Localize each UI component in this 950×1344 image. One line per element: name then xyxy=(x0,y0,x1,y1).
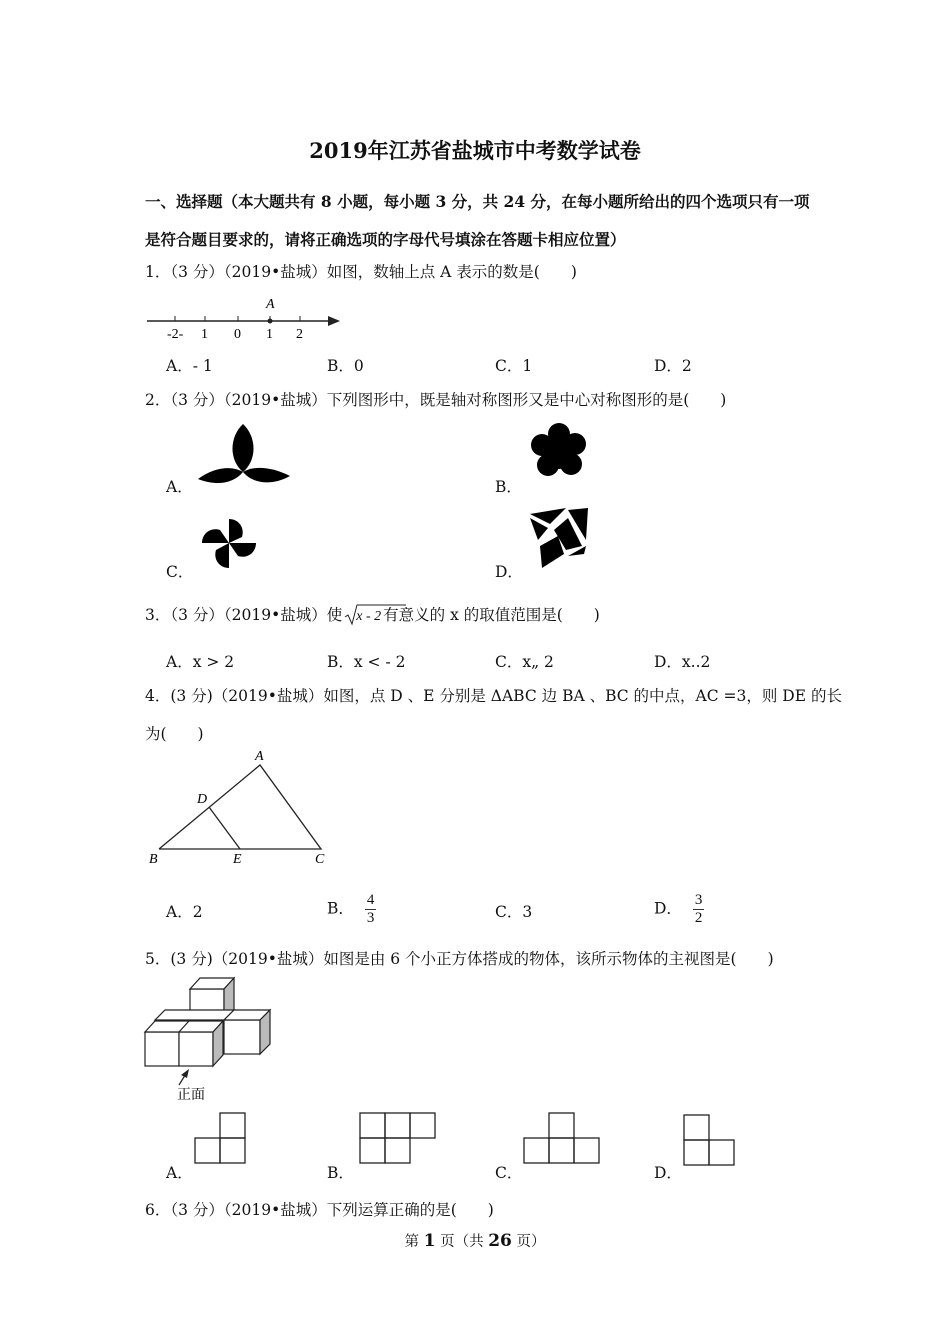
page-footer xyxy=(0,1230,950,1251)
q4-label-c: C xyxy=(315,852,325,867)
q2-option-c[interactable]: C． xyxy=(166,563,194,581)
q3-radicand: x - 2 xyxy=(356,609,382,624)
footer-page-number: 1 xyxy=(423,1231,436,1251)
q1-option-c[interactable]: C．1 xyxy=(495,357,533,375)
q4-option-b-fraction xyxy=(365,892,377,927)
q4-option-b-label: B． xyxy=(327,899,354,918)
page-title: 2019年江苏省盐城市中考数学试卷 xyxy=(309,138,641,163)
q4-label-b: B xyxy=(149,852,158,867)
q4-option-b[interactable] xyxy=(327,892,376,927)
q1-number-line xyxy=(145,292,345,342)
q5-option-b[interactable]: B． xyxy=(327,1164,354,1182)
q5-option-c-view xyxy=(523,1112,603,1166)
q1-stem: 1．（3 分）（2019•盐城）如图，数轴上点 A 表示的数是( ) xyxy=(145,263,577,281)
q3-radical-sign xyxy=(344,604,406,626)
q5-cube-figure xyxy=(143,975,278,1105)
q1-tick-label: -2- xyxy=(167,327,184,342)
q4-option-a[interactable]: A．2 xyxy=(166,903,203,921)
q4-label-e: E xyxy=(233,852,242,867)
q1-point-label: A xyxy=(266,297,275,312)
footer-pre: 第 xyxy=(404,1234,420,1250)
q5-option-b-view xyxy=(359,1112,439,1166)
q2-option-b[interactable]: B． xyxy=(495,478,522,496)
q3-option-b[interactable]: B．x < - 2 xyxy=(327,653,406,671)
q1-tick-label: 0 xyxy=(234,327,241,342)
q4-option-d-label: D． xyxy=(654,899,682,918)
q5-option-a[interactable]: A． xyxy=(166,1164,193,1182)
q2-stem: 2．（3 分）（2019•盐城）下列图形中，既是轴对称图形又是中心对称图形的是( ) xyxy=(145,391,727,409)
q4-option-b-num: 4 xyxy=(366,892,375,908)
q1-tick-label: 2 xyxy=(296,327,303,342)
q5-option-d[interactable]: D． xyxy=(654,1164,682,1182)
q3-stem xyxy=(145,603,600,625)
q4-label-d: D xyxy=(197,792,208,807)
footer-post: 页） xyxy=(516,1234,546,1250)
q1-tick-label: 1 xyxy=(266,327,273,342)
q4-option-c[interactable]: C．3 xyxy=(495,903,533,921)
q4-triangle-figure xyxy=(145,745,335,870)
q4-option-d[interactable] xyxy=(654,892,704,927)
q1-tick-label: 1 xyxy=(201,327,208,342)
q5-front-label: 正面 xyxy=(177,1087,205,1103)
q6-stem: 6．（3 分）（2019•盐城）下列运算正确的是( ) xyxy=(145,1201,494,1219)
q1-option-d[interactable]: D．2 xyxy=(654,357,692,375)
q3-stem-start: 3．（3 分）（2019•盐城）使 xyxy=(145,606,343,624)
q4-label-a: A xyxy=(255,749,264,764)
q2-figure-b-flower xyxy=(528,422,590,480)
q3-option-d[interactable]: D．x..2 xyxy=(654,653,711,671)
q5-stem: 5．(3 分)（2019•盐城）如图是由 6 个小正方体搭成的物体，该所示物体的主视图是( ) xyxy=(145,950,774,968)
q1-option-b[interactable]: B．0 xyxy=(327,357,364,375)
q5-option-c[interactable]: C． xyxy=(495,1164,523,1182)
footer-mid: 页（共 xyxy=(440,1234,484,1250)
q4-stem-line1: 4．(3 分)（2019•盐城）如图，点 D 、E 分别是 ΔABC 边 BA 、BC 的中点，AC =3，则 DE 的长 xyxy=(145,687,842,705)
q1-option-a[interactable]: A．- 1 xyxy=(166,357,213,375)
q2-figure-c-pinwheel xyxy=(198,517,260,569)
q2-option-d[interactable]: D． xyxy=(495,563,523,581)
q3-radical xyxy=(344,606,381,625)
q5-option-d-view xyxy=(683,1114,737,1168)
q4-option-d-num: 3 xyxy=(694,892,703,908)
q3-option-a[interactable]: A．x > 2 xyxy=(166,653,235,671)
q4-option-d-fraction xyxy=(693,892,705,927)
section-heading-line1: 一、选择题（本大题共有 8 小题，每小题 3 分，共 24 分，在每小题所给出的四个选项只有一项 xyxy=(145,192,810,211)
section-heading-line2: 是符合题目要求的，请将正确选项的字母代号填涂在答题卡相应位置） xyxy=(145,230,626,249)
footer-total-pages: 26 xyxy=(488,1231,512,1251)
q2-figure-d-tangram xyxy=(528,506,590,570)
q2-figure-a-three-petal xyxy=(198,424,292,486)
q5-option-a-view xyxy=(194,1112,248,1166)
q3-stem-end: 有意义的 x 的取值范围是( ) xyxy=(383,606,600,624)
q3-option-c[interactable]: C．x„ 2 xyxy=(495,653,554,671)
q2-option-a[interactable]: A． xyxy=(166,478,193,496)
q4-stem-line2: 为( ) xyxy=(145,725,204,743)
q4-option-b-den: 3 xyxy=(366,910,375,926)
q4-option-d-den: 2 xyxy=(694,910,703,926)
